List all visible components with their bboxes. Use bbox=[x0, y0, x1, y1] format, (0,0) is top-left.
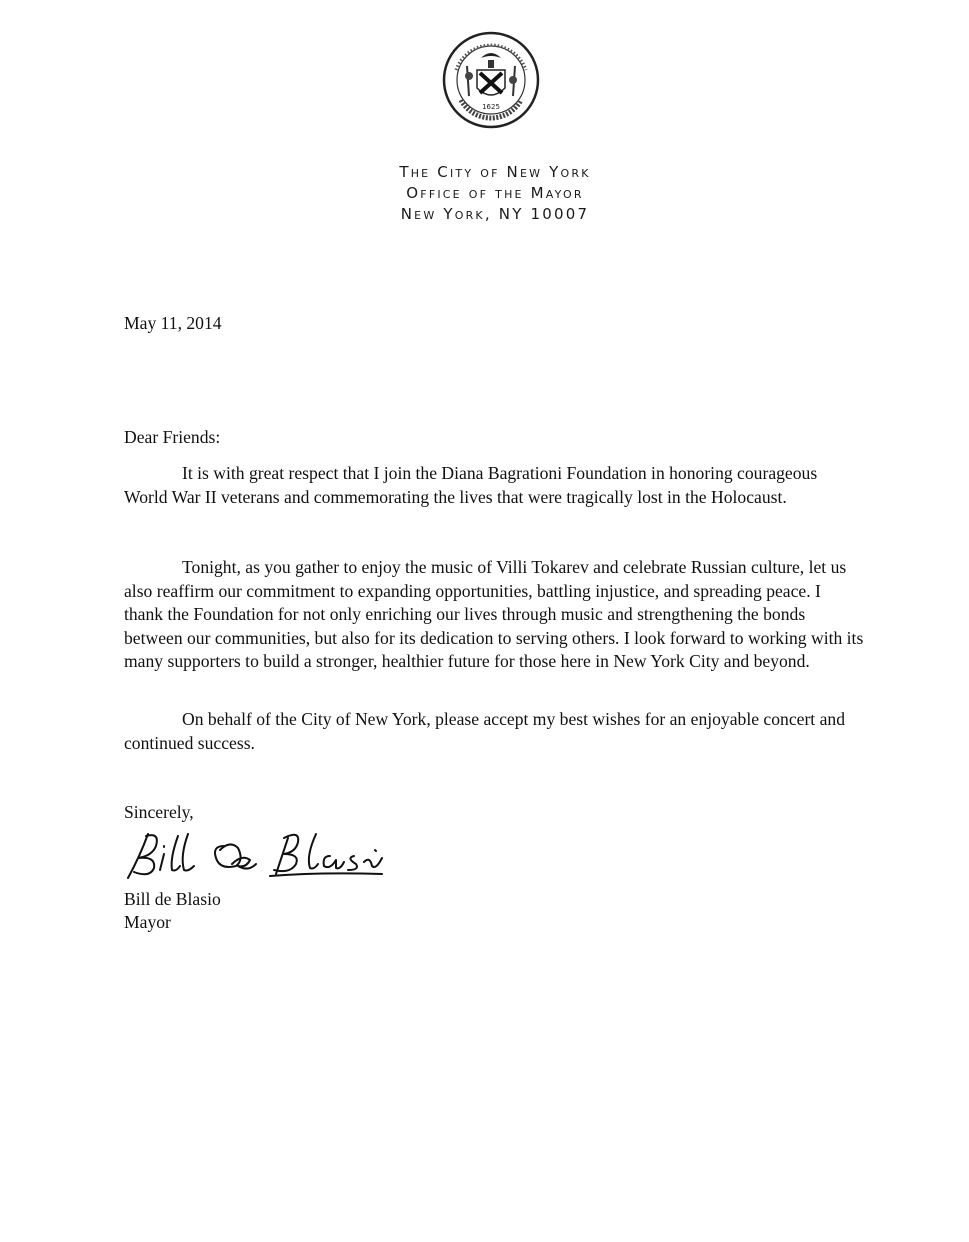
letterhead-city: The City of New York bbox=[399, 163, 591, 181]
letterhead bbox=[370, 162, 620, 225]
paragraph-1: It is with great respect that I join the Diana Bagrationi Foundation in honoring courageous World War II veterans and commemorating the lives that were tragically lost in the Holocaust. bbox=[124, 463, 818, 507]
handwritten-signature bbox=[120, 826, 400, 886]
seal-year: 1625 bbox=[482, 103, 500, 111]
paragraph-2: Tonight, as you gather to enjoy the music of Villi Tokarev and celebrate Russian culture, let us also reaffirm our commitment to expanding opportunities, battling injustice, and spreading peace. I thank the Foundation for not only enriching our lives through music and strengthening the bonds between our communities, but also for its dedication to serving others. I look forward to working with its many supporters to build a stronger, healthier future for those here in New York City and beyond. bbox=[124, 557, 864, 671]
signer-title: Mayor bbox=[124, 912, 171, 932]
city-seal-logo bbox=[441, 30, 541, 130]
paragraph-3: On behalf of the City of New York, please accept my best wishes for an enjoyable concert and continued success. bbox=[124, 709, 845, 753]
salutation: Dear Friends: bbox=[124, 427, 221, 447]
signer-name: Bill de Blasio bbox=[124, 889, 221, 909]
letterhead-address: New York, NY 10007 bbox=[400, 205, 590, 223]
letter-date: May 11, 2014 bbox=[124, 313, 222, 333]
closing: Sincerely, bbox=[124, 802, 194, 822]
letterhead-office: Office of the Mayor bbox=[406, 184, 584, 202]
